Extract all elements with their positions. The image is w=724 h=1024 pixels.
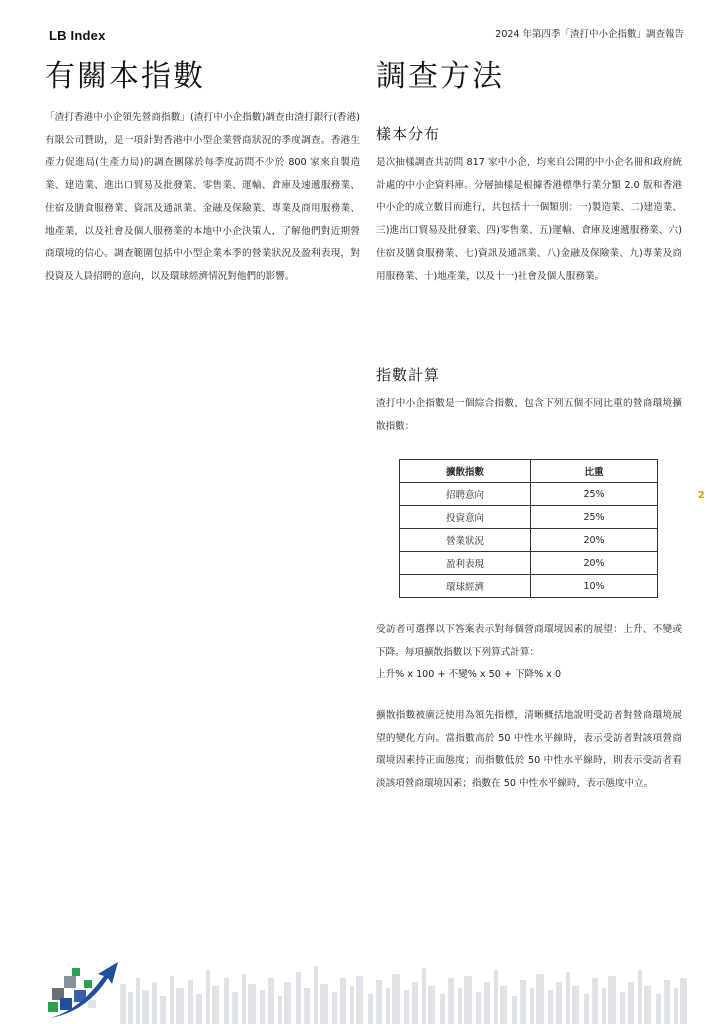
table-row (400, 506, 658, 529)
brand-logo-text: LB Index (49, 28, 106, 43)
rising-arrow-cubes-icon (48, 962, 118, 1018)
index-formula: 上升% x 100 + 不變% x 50 + 下降% x 0 (376, 669, 562, 681)
weights-table-header-index: 擴散指數 (400, 460, 531, 483)
table-row (400, 575, 658, 598)
index-explanation-text: 受訪者可選擇以下答案表示對每個營商環境因素的展望：上升、不變或下降。每項擴散指數以下列算式計算： (376, 624, 682, 658)
table-cell-index: 環球經濟 (400, 575, 531, 598)
table-cell-weight: 20% (531, 529, 658, 552)
table-row (400, 483, 658, 506)
about-index-title: 有關本指數 (45, 59, 205, 94)
weights-table (399, 459, 658, 598)
weights-table-header-weight: 比重 (531, 460, 658, 483)
methodology-title: 調查方法 (376, 59, 504, 94)
report-header-title: 2024 年第四季「渣打中小企指數」調查報告 (495, 29, 684, 40)
table-cell-index: 盈利表現 (400, 552, 531, 575)
table-cell-index: 招聘意向 (400, 483, 531, 506)
index-usage-paragraph: 擴散指數被廣泛使用為領先指標，清晰概括地說明受訪者對營商環境展望的變化方向。當指數高於 50 中性水平線時，表示受訪者對該項營商環境因素持正面態度；而指數低於 50 中性水平線時，則表示受訪者看淡該項營商環境因素；指數在 50 中性水平線時，表示態度中立。 (376, 710, 682, 790)
table-cell-index: 投資意向 (400, 506, 531, 529)
table-cell-index: 營業狀況 (400, 529, 531, 552)
index-calculation-intro: 渣打中小企指數是一個綜合指數，包含下列五個不同比重的營商環境擴散指數： (376, 398, 682, 432)
city-skyline-icon (120, 966, 687, 1024)
table-cell-weight: 10% (531, 575, 658, 598)
table-row (400, 552, 658, 575)
about-index-paragraph: 「渣打香港中小企領先營商指數」(渣打中小企指數)調查由渣打銀行(香港)有限公司贊助，是一項針對香港中小型企業營商狀況的季度調查。香港生產力促進局(生產力局)的調查團隊於每季度訪問不少於 800 家來自製造業、建造業、進出口貿易及批發業、零售業、運輸、倉庫及速遞服務業、住宿及膳食服務業、資訊及通訊業、金融及保險業、專業及商用服務業、地產業，以及社會及個人服務業的本地中小企決策人，了解他們對近期營商環境的信心。調查範圍包括中小型企業本季的營業狀況及盈利表現，對投資及人員招聘的意向，以及環球經濟情況對他們的影響。 (45, 112, 360, 282)
sample-distribution-paragraph: 是次抽樣調查共訪問 817 家中小企，均來自公開的中小企名冊和政府統計處的中小企資料庫。分層抽樣是根據香港標準行業分類 2.0 版和香港中小企的成立數目而進行，共包括十一個類別：一)製造業、二)建造業、三)進出口貿易及批發業、四)零售業、五)運輸、倉庫及速遞服務業、六)住宿及膳食服務業、七)資訊及通訊業、八)金融及保險業、九)專業及商用服務業、十)地產業，以及十一)社會及個人服務業。 (376, 157, 682, 282)
footer-decoration (0, 940, 724, 1024)
page-number: 2 (698, 490, 705, 501)
table-cell-weight: 25% (531, 483, 658, 506)
index-explanation-paragraph (376, 619, 682, 687)
table-cell-weight: 20% (531, 552, 658, 575)
table-row (400, 529, 658, 552)
index-calculation-heading: 指數計算 (376, 366, 441, 384)
sample-distribution-heading: 樣本分布 (376, 125, 441, 143)
table-cell-weight: 25% (531, 506, 658, 529)
weights-table-header-row (400, 460, 658, 483)
